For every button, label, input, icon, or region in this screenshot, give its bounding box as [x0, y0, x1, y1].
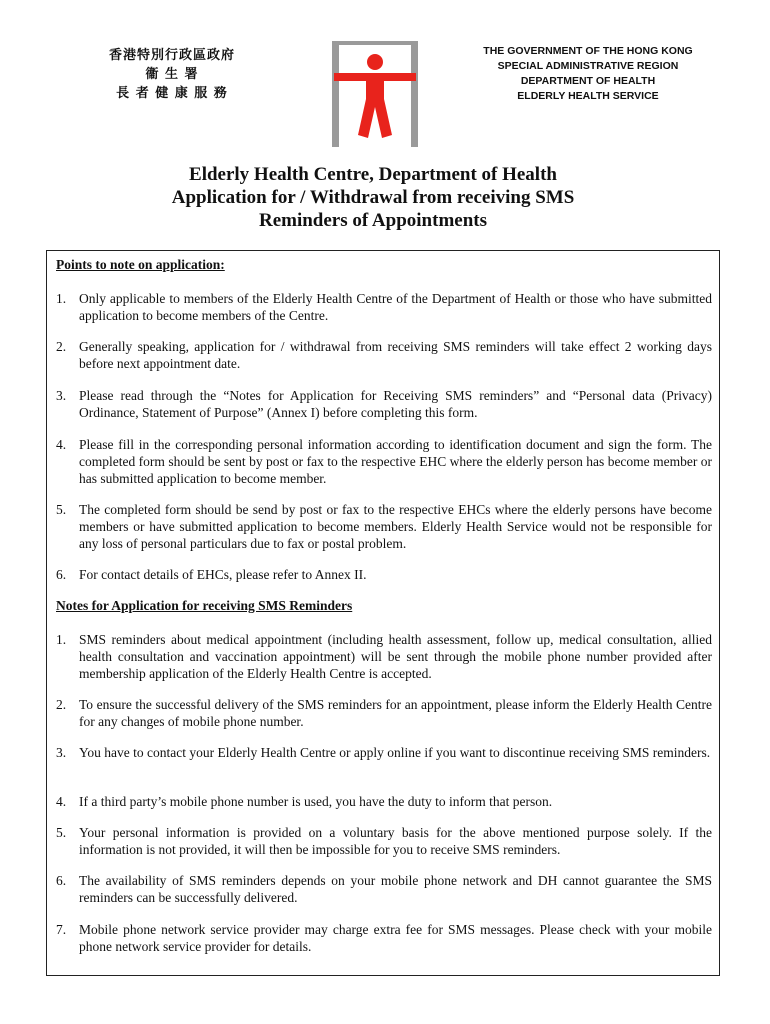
item-text: Your personal information is provided on a voluntary basis for the above mentioned purpose solely. If the information is not provided, it will then be impossible for you to receive SMS reminders.: [79, 825, 712, 857]
list-item: [56, 566, 712, 583]
item-number: 2.: [56, 697, 67, 712]
list-item: [56, 824, 712, 858]
sms-notes-heading: Notes for Application for receiving SMS Reminders: [56, 598, 353, 613]
item-number: 1.: [56, 632, 67, 647]
title-line: Application for / Withdrawal from receiving SMS: [171, 187, 575, 208]
list-item: [56, 631, 712, 682]
item-text: Mobile phone network service provider may charge extra fee for SMS messages. Please check with your mobile phone network service provider for details.: [79, 922, 712, 954]
item-text: Please read through the “Notes for Application for Receiving SMS reminders” and “Personal data (Privacy) Ordinance, Statement of Purpose” (Annex I) before completing this form.: [79, 388, 712, 420]
item-number: 3.: [56, 388, 67, 403]
item-number: 5.: [56, 502, 67, 517]
list-item: [56, 744, 712, 761]
item-number: 6.: [56, 873, 67, 888]
item-number: 2.: [56, 339, 67, 354]
item-text: You have to contact your Elderly Health Centre or apply online if you want to discontinue receiving SMS reminders.: [79, 745, 711, 760]
item-text: Generally speaking, application for / withdrawal from receiving SMS reminders will take effect 2 working days before next appointment date.: [79, 339, 712, 371]
english-header-line: ELDERLY HEALTH SERVICE: [517, 90, 659, 102]
list-item: [56, 696, 712, 730]
english-header-line: DEPARTMENT OF HEALTH: [520, 75, 656, 87]
list-item: [56, 290, 712, 324]
chinese-header-line: 衞 生 署: [145, 67, 199, 82]
notes-box: [46, 250, 720, 976]
item-number: 3.: [56, 745, 67, 760]
list-item: [56, 921, 712, 955]
item-text: For contact details of EHCs, please refer to Annex II.: [79, 567, 367, 582]
title-line: Reminders of Appointments: [258, 210, 487, 231]
list-item: [56, 501, 712, 552]
list-item: [56, 387, 712, 421]
english-department-header: [468, 44, 708, 104]
chinese-header-line: 香港特別行政區政府: [108, 48, 235, 63]
item-text: To ensure the successful delivery of the SMS reminders for an appointment, please inform the Elderly Health Centre for any changes of mobile phone number.: [79, 697, 712, 729]
item-text: SMS reminders about medical appointment (including health assessment, follow up, medical consultation, allied health consultation and vaccination appointment) will be sent through the mobile phone number provided after membership application of the Elderly Health Centre is accepted.: [79, 632, 712, 681]
list-item: [56, 793, 712, 810]
english-header-line: SPECIAL ADMINISTRATIVE REGION: [497, 60, 679, 72]
item-text: If a third party’s mobile phone number is used, you have the duty to inform that person.: [79, 794, 553, 809]
item-number: 4.: [56, 794, 67, 809]
item-number: 4.: [56, 437, 67, 452]
list-item: [56, 436, 712, 487]
item-text: Please fill in the corresponding personal information according to identification document and sign the form. The completed form should be sent by post or fax to the respective EHC where the elderly person has become member or has submitted application to become member.: [79, 437, 712, 486]
item-number: 5.: [56, 825, 67, 840]
item-text: Only applicable to members of the Elderly Health Centre of the Department of Health or those who have submitted application to become members of the Centre.: [79, 291, 712, 323]
title-line: Elderly Health Centre, Department of Health: [189, 164, 557, 185]
chinese-department-header: [72, 46, 272, 103]
list-item: [56, 338, 712, 372]
english-header-line: THE GOVERNMENT OF THE HONG KONG: [483, 45, 693, 57]
item-number: 6.: [56, 567, 67, 582]
list-item: [56, 872, 712, 906]
item-number: 7.: [56, 922, 67, 937]
item-text: The availability of SMS reminders depends on your mobile phone network and DH cannot guarantee the SMS reminders can be successfully delivered.: [79, 873, 712, 905]
item-number: 1.: [56, 291, 67, 306]
chinese-header-line: 長 者 健 康 服 務: [116, 86, 228, 101]
department-logo-icon: [332, 41, 418, 147]
item-text: The completed form should be send by post or fax to the respective EHCs where the elderly persons have become members or have submitted application to become members. Elderly Health Service would not be responsible for any loss of personal particulars due to fax or postal problem.: [79, 502, 712, 551]
form-title: [0, 163, 746, 232]
points-to-note-heading: Points to note on application:: [56, 257, 225, 272]
